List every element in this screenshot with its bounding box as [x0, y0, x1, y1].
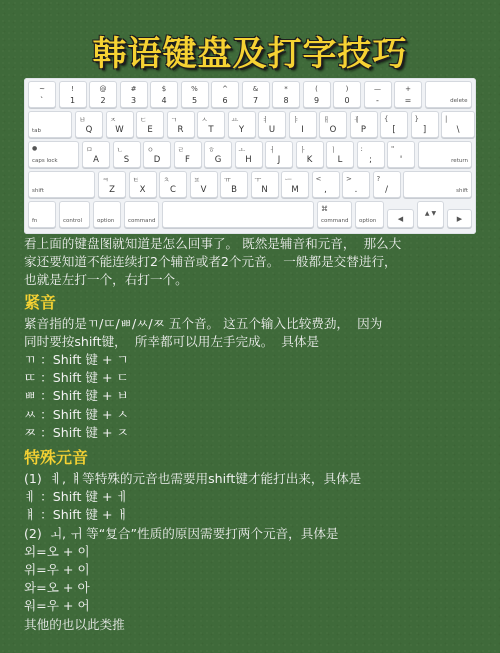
key-space	[162, 201, 314, 228]
key-number: ^ 6	[211, 81, 239, 108]
key-letter: ㅗ H	[235, 141, 263, 168]
korean-keyboard-image	[24, 78, 476, 234]
key-letter: ㄴ S	[113, 141, 141, 168]
key-arrow-right	[447, 209, 472, 228]
key-letter: > .	[342, 171, 370, 198]
shortcut-line: ㅃ ：Shift 键 + ㅂ	[24, 388, 129, 404]
keyboard-row-home-letters	[28, 141, 472, 168]
key-letter: ㅈ W	[106, 111, 134, 138]
key-letter: ㅍ V	[190, 171, 218, 198]
key-number: — -	[364, 81, 392, 108]
key-letter: ㅁ A	[82, 141, 110, 168]
key-number: @ 2	[89, 81, 117, 108]
paragraph-line: 紧音指的是ㄲ/ㄸ/ㅃ/ㅆ/ㅉ 五个音。 这五个输入比较费劲， 因为	[24, 315, 383, 331]
keyboard-row-bottom-letters	[28, 171, 472, 198]
key-letter: ㅔ P	[350, 111, 378, 138]
paragraph-line: (2) ㅚ, ㅟ 等“复合”性质的原因需要打两个元音，具体是	[24, 525, 339, 541]
key-option-left: option	[93, 201, 121, 228]
keyboard-row-top-letters	[28, 111, 472, 138]
key-option-right: option	[355, 201, 384, 228]
key-letter: : ;	[357, 141, 385, 168]
key-number: * 8	[272, 81, 300, 108]
key-letter: { [	[380, 111, 408, 138]
closing-line: 其他的也以此类推	[24, 616, 125, 632]
key-number: ) 0	[333, 81, 361, 108]
article-body	[24, 235, 484, 634]
key-number: ! 1	[59, 81, 87, 108]
key-letter: ㅏ K	[296, 141, 324, 168]
shortcut-line: ㄸ ：Shift 键 + ㄷ	[24, 370, 129, 386]
key-letter: ㅐ O	[319, 111, 347, 138]
key-number: # 3	[120, 81, 148, 108]
key-letter: ㅊ C	[159, 171, 187, 198]
key-letter: ㅂ Q	[75, 111, 103, 138]
key-control: control	[59, 201, 90, 228]
intro-line: 家还要知道不能连续打2个辅音或者2个元音。 一般都是交替进行，	[24, 254, 397, 270]
paragraph-line: 同时要按shift键， 所幸都可以用左手完成。 具体是	[24, 333, 320, 349]
key-number: & 7	[242, 81, 270, 108]
key-letter: ㅠ B	[220, 171, 248, 198]
key-letter: " '	[387, 141, 415, 168]
key-letter: ㅎ G	[204, 141, 232, 168]
key-return: return	[418, 141, 473, 168]
key-shift-right: shift	[403, 171, 472, 198]
shortcut-line: ㅆ ：Shift 键 + ㅅ	[24, 406, 129, 422]
key-letter: ㅑ I	[289, 111, 317, 138]
arrow-left-icon: ◀	[397, 215, 404, 223]
key-tab: tab	[28, 111, 72, 138]
key-command-left: command	[124, 201, 159, 228]
key-letter: ㅓ J	[265, 141, 293, 168]
key-letter: ? /	[373, 171, 401, 198]
key-number: + =	[394, 81, 422, 108]
key-command-right: ⌘ command	[317, 201, 352, 228]
compound-line: 워=우 + 어	[24, 598, 90, 614]
key-shift-left: shift	[28, 171, 95, 198]
key-letter: | \	[441, 111, 475, 138]
shortcut-line: ㅒ ：Shift 键 + ㅐ	[24, 507, 129, 523]
key-fn: fn	[28, 201, 56, 228]
key-caps-lock: ● caps lock	[28, 141, 79, 168]
key-letter: ㅜ N	[251, 171, 279, 198]
key-number: ( 9	[303, 81, 331, 108]
section-heading-tense-consonants: 紧音	[24, 292, 57, 312]
page-title: 韩语键盘及打字技巧	[92, 34, 408, 74]
key-arrow-up-down	[417, 201, 444, 228]
key-letter: } ]	[411, 111, 439, 138]
key-number: $ 4	[150, 81, 178, 108]
compound-line: 와=오 + 아	[24, 580, 90, 596]
intro-line: 也就是左打一个，右打一个。	[24, 272, 188, 288]
key-letter: ㅛ Y	[228, 111, 256, 138]
key-letter: ㄷ E	[136, 111, 164, 138]
shortcut-line: ㅖ ：Shift 键 + ㅔ	[24, 489, 129, 505]
compound-line: 위=우 + 이	[24, 562, 90, 578]
compound-line: 외=오 + 이	[24, 543, 90, 559]
key-letter: ㄱ R	[167, 111, 195, 138]
key-arrow-left	[387, 209, 414, 228]
keyboard-row-numbers	[28, 81, 472, 108]
arrow-up-down-icon: ▲ ▼	[424, 210, 437, 217]
command-symbol-icon: ⌘	[321, 205, 328, 213]
key-letter: ㅋ Z	[98, 171, 126, 198]
intro-line: 看上面的键盘图就知道是怎么回事了。 既然是辅音和元音， 那么大	[24, 236, 402, 251]
paragraph-line: (1) ㅖ, ㅒ等特殊的元音也需要用shift键才能打出来，具体是	[24, 471, 362, 487]
keyboard-row-modifiers	[28, 201, 472, 228]
key-letter: ㅣ L	[326, 141, 354, 168]
section-heading-special-vowels: 特殊元音	[24, 448, 89, 468]
shortcut-line: ㄲ ：Shift 键 + ㄱ	[24, 352, 129, 368]
key-letter: ㅅ T	[197, 111, 225, 138]
key-number: % 5	[181, 81, 209, 108]
key-letter: ㅇ D	[143, 141, 171, 168]
key-letter: < ,	[312, 171, 340, 198]
key-letter: ㅕ U	[258, 111, 286, 138]
key-letter: ㄹ F	[174, 141, 202, 168]
arrow-right-icon: ▶	[456, 215, 463, 223]
key-letter: ㅡ M	[281, 171, 309, 198]
key-letter: ㅌ X	[129, 171, 157, 198]
key-number: ~ `	[28, 81, 56, 108]
key-delete: delete	[425, 81, 472, 108]
shortcut-line: ㅉ ：Shift 键 + ㅈ	[24, 424, 129, 440]
